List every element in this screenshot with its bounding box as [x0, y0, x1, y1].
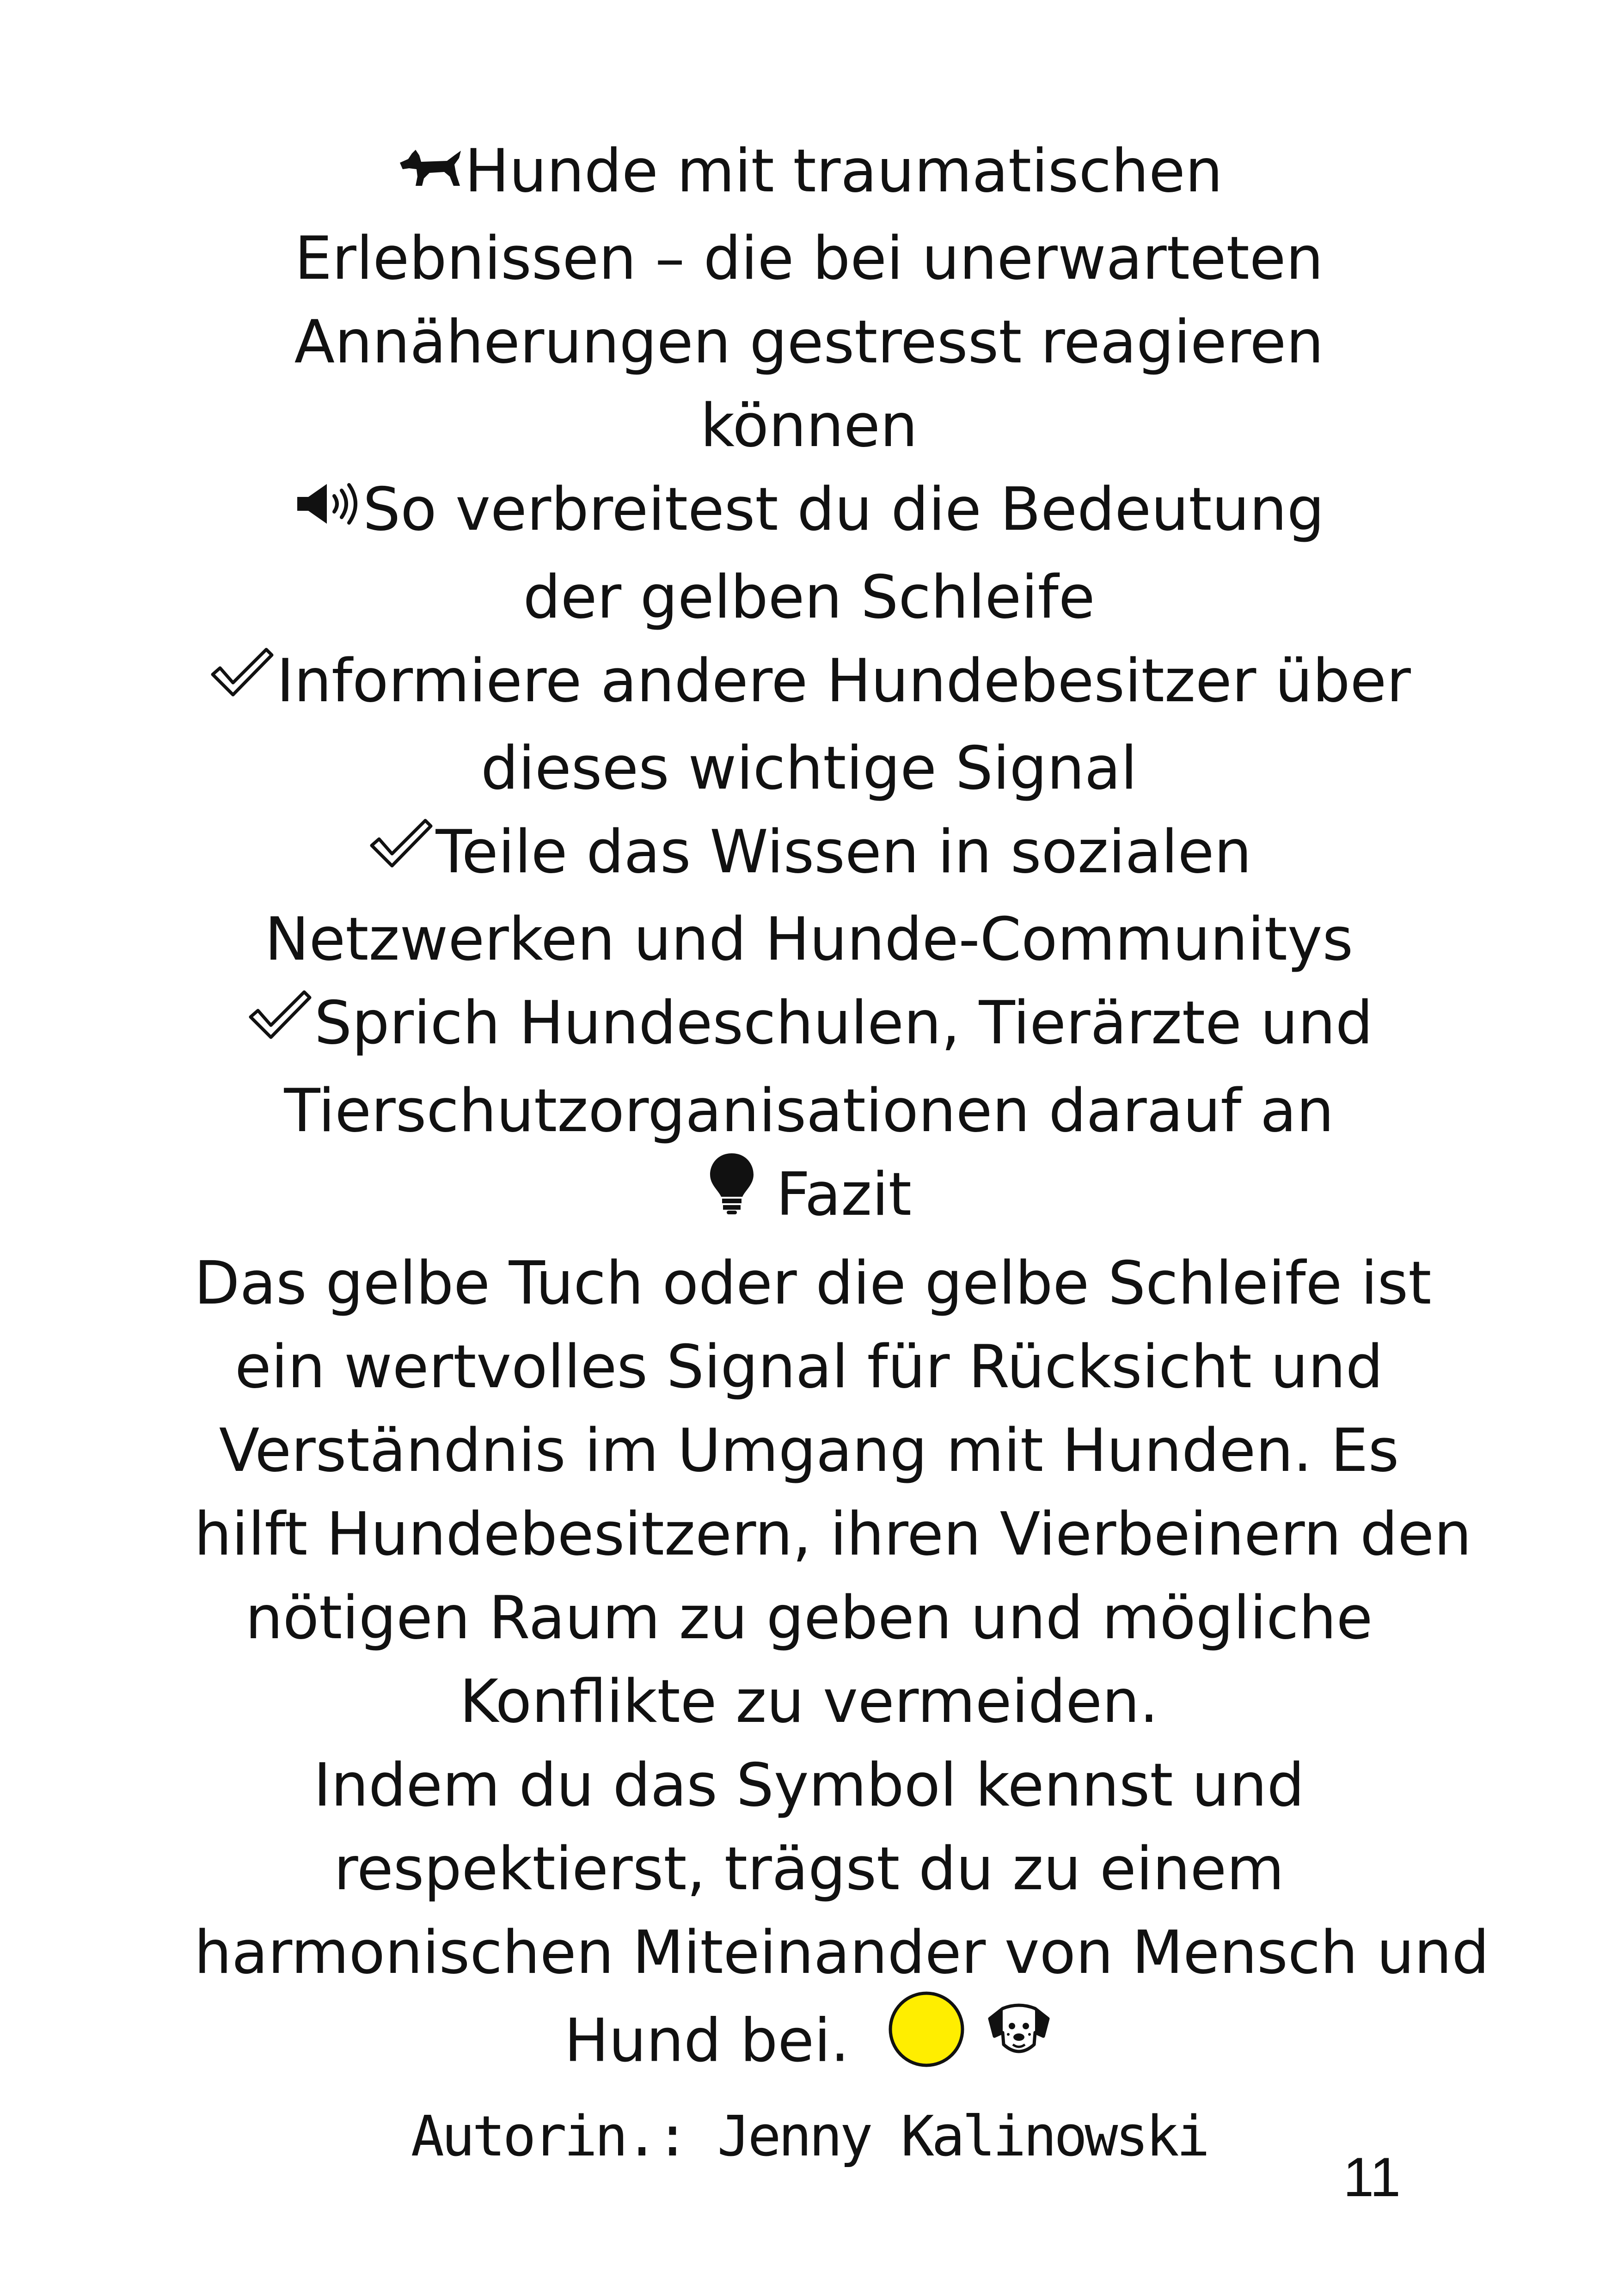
conclusion-p1-line-2: ein wertvolles Signal für Rücksicht und	[235, 1333, 1383, 1402]
page-content	[194, 129, 1489, 2179]
check-item-2-text-1: Teile das Wissen in sozialen	[435, 818, 1252, 887]
check-item-1-line-1	[194, 639, 1424, 727]
check-icon	[207, 638, 276, 722]
speaker-icon	[294, 467, 363, 551]
spread-line-1	[194, 468, 1424, 555]
conclusion-p2-text-4: Hund bei.	[564, 2006, 850, 2076]
conclusion-p1-line-1: Das gelbe Tuch oder die gelbe Schleife ist	[194, 1249, 1432, 1318]
check-item-2-line-1	[194, 810, 1424, 898]
check-item-2-line-2: Netzwerken und Hunde-Communitys	[264, 905, 1354, 974]
dogs-line-4: können	[700, 392, 918, 461]
conclusion-p2-line-2: respektierst, trägst du zu einem	[334, 1835, 1284, 1904]
conclusion-heading-line	[194, 1153, 1424, 1242]
check-icon	[366, 809, 435, 893]
conclusion-p2-line-3: harmonischen Miteinander von Mensch und	[194, 1918, 1489, 1988]
conclusion-p1-line-3: Verständnis im Umgang mit Hunden. Es	[219, 1416, 1399, 1486]
check-item-1-text-1: Informiere andere Hundebesitzer über	[276, 646, 1411, 716]
yellow-circle-icon	[887, 1990, 966, 2090]
check-icon	[245, 981, 314, 1065]
check-item-3-line-2: Tierschutzorganisationen darauf an	[284, 1076, 1334, 1145]
dogs-line-2: Erlebnissen – die bei unerwarteten	[294, 224, 1324, 294]
dogs-line-1	[194, 129, 1424, 217]
spread-text-1: So verbreitest du die Bedeutung	[363, 475, 1324, 545]
conclusion-p1-line-5: nötigen Raum zu geben und mögliche	[245, 1584, 1373, 1653]
lightbulb-icon	[706, 1151, 757, 1237]
check-item-3-text-1: Sprich Hundeschulen, Tierärzte und	[314, 989, 1373, 1058]
dogs-line-3: Annäherungen gestresst reagieren	[294, 308, 1324, 377]
check-item-3-line-1	[194, 981, 1424, 1069]
dogs-text-1: Hunde mit traumatischen	[465, 137, 1223, 206]
conclusion-p1-line-4: hilft Hundebesitzern, ihren Vierbeinern den	[194, 1500, 1472, 1569]
conclusion-p1-line-6: Konflikte zu vermeiden.	[460, 1667, 1158, 1737]
author-credit: Autorin.: Jenny Kalinowski	[411, 2105, 1207, 2169]
dog-face-icon	[984, 1998, 1054, 2082]
dog-icon	[395, 129, 465, 212]
spread-line-2: der gelben Schleife	[523, 563, 1095, 632]
conclusion-p2-line-1: Indem du das Symbol kennst und	[313, 1751, 1305, 1820]
conclusion-p2-line-4	[194, 1995, 1424, 2095]
page-number: 11	[1343, 2146, 1401, 2208]
check-item-1-line-2: dieses wichtige Signal	[481, 734, 1137, 803]
conclusion-heading: Fazit	[776, 1160, 912, 1229]
